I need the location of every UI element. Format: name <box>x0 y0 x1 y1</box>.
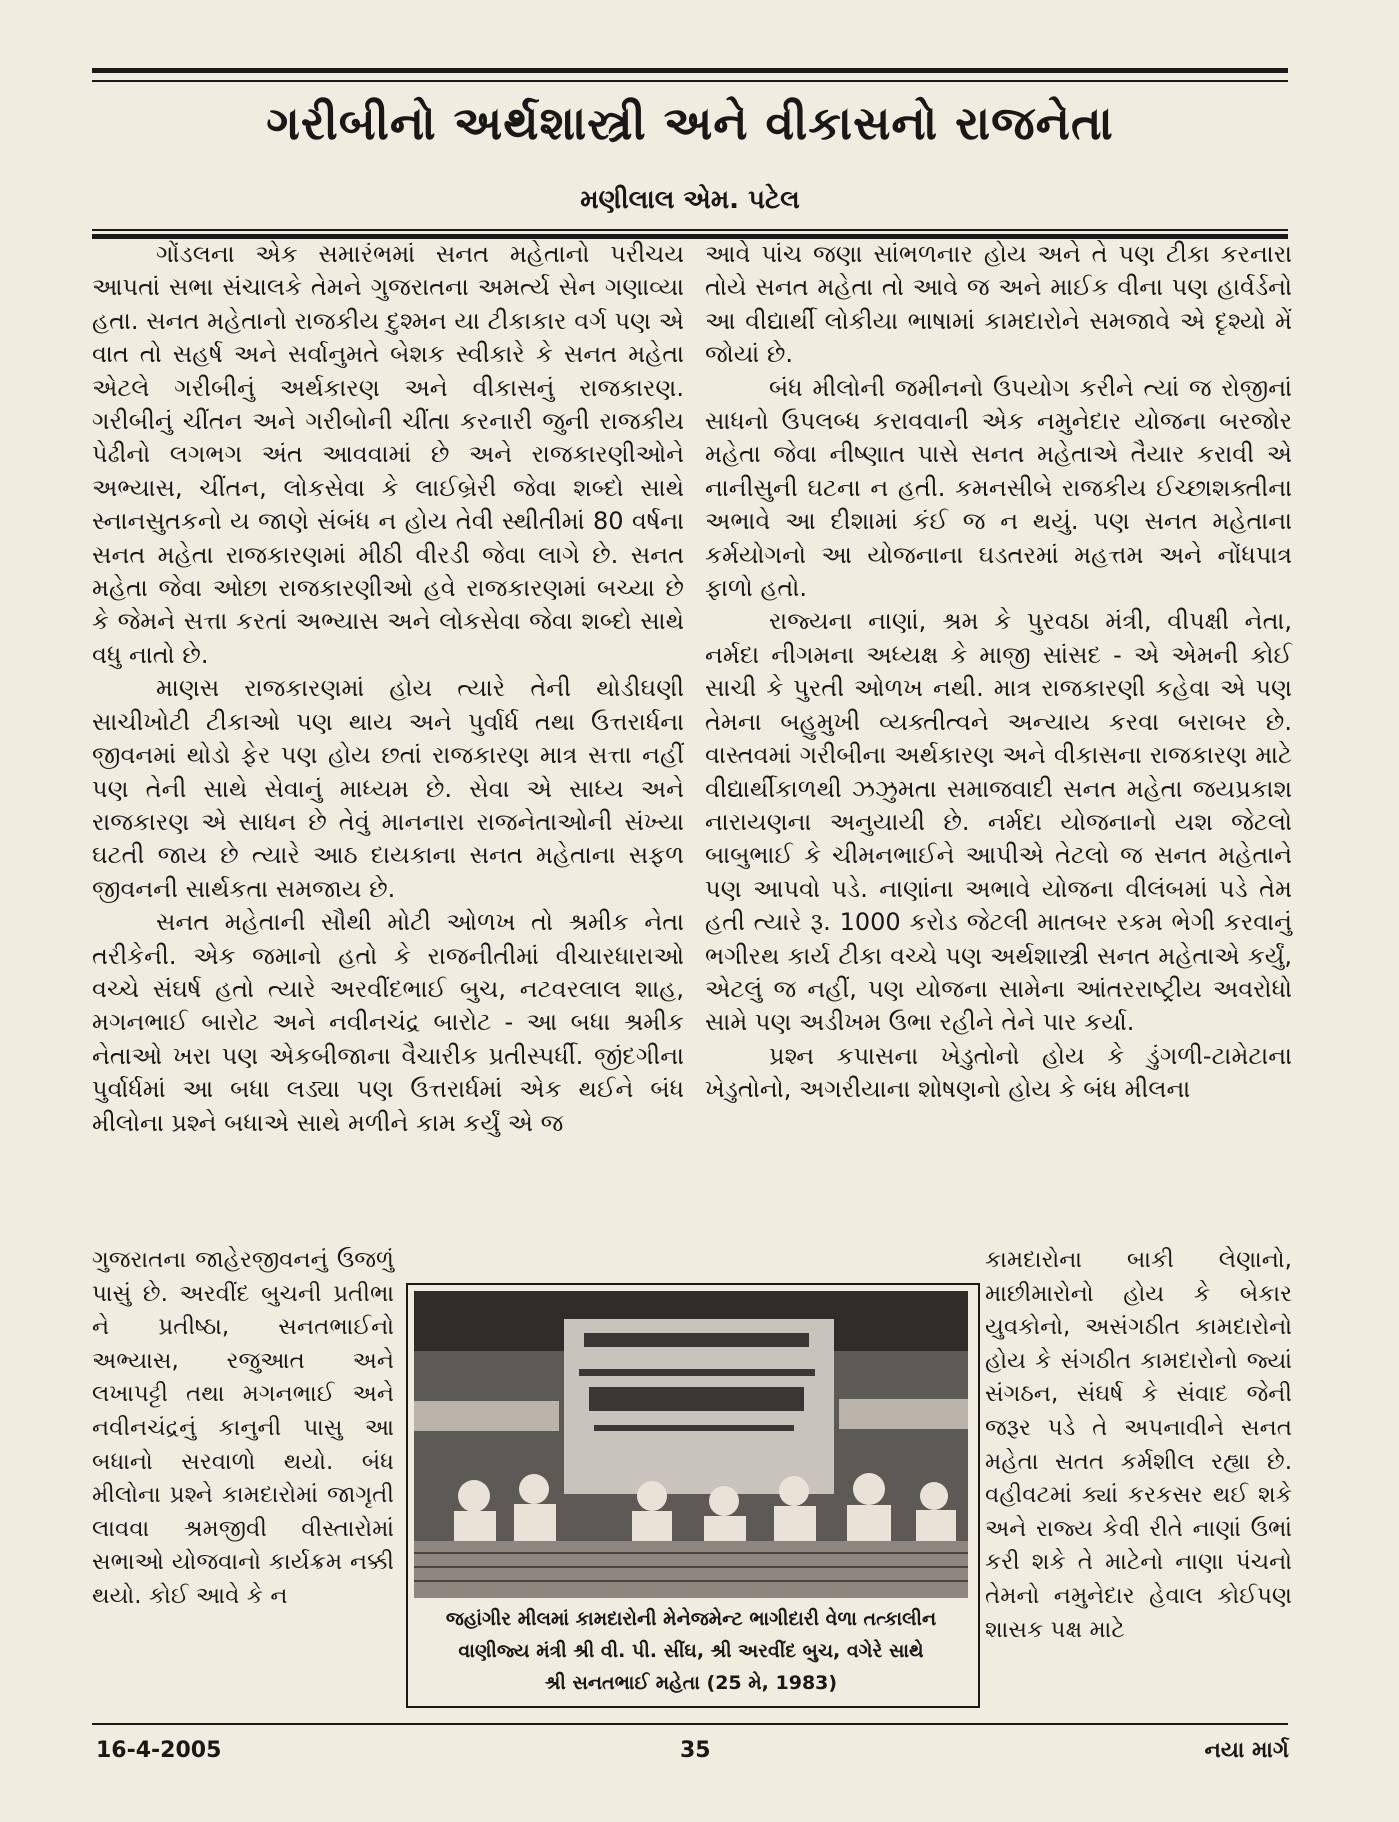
paragraph: માણસ રાજકારણમાં હોય ત્યારે તેની થોડીઘણી સાચીખોટી ટીકાઓ પણ થાય અને પુર્વાર્ધ તથા ઉત્તરાર્ધના જીવનમાં થોડો ફેર પણ હોય છતાં રાજકારણ માત્ર સત્તા નહીં પણ તેની સાથે સેવાનું માધ્યમ છે. સેવા એ સાધ્ય અને રાજકારણ એ સાધન છે તેવું માનનારા રાજનેતાઓની સંખ્યા ઘટતી જાય છે ત્યારે આઠ દાયકાના સનત મહેતાના સફળ જીવનની સાર્થકતા સમજાય છે. <box>92 674 684 903</box>
event-photo-illustration <box>414 1291 968 1598</box>
caption-line: શ્રી સનતભાઈ મહેતા (25 મે, 1983) <box>544 1672 838 1694</box>
caption-line: વાણીજ્ય મંત્રી શ્રી વી. પી. સીંઘ, શ્રી અરવીંદ બુચ, વગેરે સાથે <box>458 1640 924 1662</box>
publication-name: નયા માર્ગ <box>1204 1738 1289 1763</box>
paragraph: બંધ મીલોની જમીનનો ઉપયોગ કરીને ત્યાં જ રોજીનાં સાધનો ઉપલબ્ધ કરાવવાની એક નમુનેદાર યોજના બરજોર મહેતા જેવા નીષ્ણાત પાસે સનત મહેતાએ તૈયાર કરાવી એ નાનીસુની ઘટના ન હતી. કમનસીબે રાજકીય ઈચ્છાશક્તીના અભાવે આ દીશામાં કંઈ જ ન થયું. પણ સનત મહેતાના કર્મયોગનો આ યોજનાના ઘડતરમાં મહત્તમ અને નોંધપાત્ર ફાળો હતો. <box>705 373 1292 603</box>
footer-rule <box>92 1723 1288 1725</box>
left-column <box>92 238 684 1140</box>
header-rule-thin <box>92 229 1288 231</box>
paragraph: પ્રશ્ન કપાસના ખેડુતોનો હોય કે ડુંગળી-ટામેટાના ખેડુતોનો, અગરીયાના શોષણનો હોય કે બંધ મીલના <box>705 1041 1292 1104</box>
caption-line: જહાંગીર મીલમાં કામદારોની મેનેજમેન્ટ ભાગીદારી વેળા તત્કાલીન <box>445 1608 937 1630</box>
article-byline: મણીલાલ એમ. પટેલ <box>580 185 800 215</box>
photo-caption <box>414 1603 968 1699</box>
paragraph: આવે પાંચ જણા સાંભળનાર હોય અને તે પણ ટીકા કરનારા તોયે સનત મહેતા તો આવે જ અને માઈક વીના પણ હાર્વર્ડનો આ વીદ્યાર્થી લોકીયા ભાષામાં કામદારોને સમજાવે એ દૃશ્યો મેં જોયાં છે. <box>705 240 1292 369</box>
article-title: ગરીબીનો અર્થશાસ્ત્રી અને વીકાસનો રાજનેતા <box>266 96 1114 150</box>
top-rule <box>92 68 1288 73</box>
event-photo <box>414 1291 968 1598</box>
right-wrap-text <box>985 1244 1292 1647</box>
paragraph: કામદારોના બાકી લેણાનો, માછીમારોનો હોય કે બેકાર યુવકોનો, અસંગઠીત કામદારોનો હોય કે સંગઠીત કામદારોનો જ્યાં સંગઠન, સંઘર્ષ કે સંવાદ જેની જરૂર પડે તે અપનાવીને સનત મહેતા સતત કર્મશીલ રહ્યા છે. વહીવટમાં ક્યાં કરકસર થઈ શકે અને રાજ્ય કેવી રીતે નાણાં ઉભાં કરી શકે તે માટેનો નાણા પંચનો તેમનો નમુનેદાર હેવાલ કોઈપણ શાસક પક્ષ માટે <box>985 1247 1292 1643</box>
right-column <box>705 238 1292 1107</box>
left-wrap-text <box>92 1244 394 1614</box>
paragraph: સનત મહેતાની સૌથી મોટી ઓળખ તો શ્રમીક નેતા તરીકેની. એક જમાનો હતો કે રાજનીતીમાં વીચારધારાઓ વચ્ચે સંઘર્ષ હતો ત્યારે અરવીંદભાઈ બુચ, નટવરલાલ શાહ, મગનભાઈ બારોટ અને નવીનચંદ્ર બારોટ - આ બધા શ્રમીક નેતાઓ ખરા પણ એકબીજાના વૈચારીક પ્રતીસ્પર્ધી. જીંદગીના પુર્વાર્ધમાં આ બધા લડ્યા પણ ઉત્તરાર્ધમાં એક થઈને બંધ મીલોના પ્રશ્ને બધાએ સાથે મળીને કામ કર્યું એ જ <box>92 908 684 1137</box>
paragraph: ગુજરાતના જાહેરજીવનનું ઉજળું પાસું છે. અરવીંદ બુચની પ્રતીભા ને પ્રતીષ્ઠા, સનતભાઈનો અભ્યાસ, રજુઆત અને લખાપટ્ટી તથા મગનભાઈ અને નવીનચંદ્રનું કાનુની પાસુ આ બધાનો સરવાળો થયો. બંધ મીલોના પ્રશ્ને કામદારોમાં જાગૃતી લાવવા શ્રમજીવી વીસ્તારોમાં સભાઓ યોજવાનો કાર્યક્રમ નક્કી થયો. કોઈ આવે કે ન <box>92 1247 394 1609</box>
photo-figure <box>406 1283 980 1708</box>
issue-date: 16-4-2005 <box>96 1738 222 1763</box>
paragraph: રાજ્યના નાણાં, શ્રમ કે પુરવઠા મંત્રી, વીપક્ષી નેતા, નર્મદા નીગમના અધ્યક્ષ કે માજી સાંસદ - એ એમની કોઈ સાચી કે પુરતી ઓળખ નથી. માત્ર રાજકારણી કહેવા એ પણ તેમના બહુમુખી વ્યક્તીત્વને અન્યાય કરવા બરાબર છે. વાસ્તવમાં ગરીબીના અર્થકારણ અને વીકાસના રાજકારણ માટે વીદ્યાર્થીકાળથી ઝઝુમતા સમાજવાદી સનત મહેતા જયપ્રકાશ નારાયણના અનુયાયી છે. નર્મદા યોજનાનો યશ જેટલો બાબુભાઈ કે ચીમનભાઈને આપીએ તેટલો જ સનત મહેતાને પણ આપવો પડે. નાણાંના અભાવે યોજના વીલંબમાં પડે તેમ હતી ત્યારે રૂ. 1000 કરોડ જેટલી માતબર રકમ ભેગી કરવાનું ભગીરથ કાર્ય ટીકા વચ્ચે પણ અર્થશાસ્ત્રી સનત મહેતાએ કર્યું, એટલું જ નહીં, પણ યોજના સામેના આંતરરાષ્ટ્રીય અવરોધો સામે પણ અડીખમ ઉભા રહીને તેને પાર કર્યા. <box>705 607 1292 1037</box>
paragraph: ગોંડલના એક સમારંભમાં સનત મહેતાનો પરીચય આપતાં સભા સંચાલકે તેમને ગુજરાતના અમર્ત્ય સેન ગણાવ્યા હતા. સનત મહેતાનો રાજકીય દુશ્મન યા ટીકાકાર વર્ગ પણ એ વાત તો સહર્ષ અને સર્વાનુમતે બેશક સ્વીકારે કે સનત મહેતા એટલે ગરીબીનું અર્થકારણ અને વીકાસનું રાજકારણ. ગરીબીનું ચીંતન અને ગરીબોની ચીંતા કરનારી જુની રાજકીય પેઢીનો લગભગ અંત આવવામાં છે અને રાજકારણીઓને અભ્યાસ, ચીંતન, લોકસેવા કે લાઈબ્રેરી જેવા શબ્દો સાથે સ્નાનસુતકનો ય જાણે સંબંધ ન હોય તેવી સ્થીતીમાં 80 વર્ષના સનત મહેતા રાજકારણમાં મીઠી વીરડી જેવા લાગે છે. સનત મહેતા જેવા ઓછા રાજકારણીઓ હવે રાજકારણમાં બચ્યા છે કે જેમને સત્તા કરતાં અભ્યાસ અને લોકસેવા જેવા શબ્દો સાથે વધુ નાતો છે. <box>92 240 684 669</box>
page-number: 35 <box>680 1738 711 1763</box>
top-rule-thin <box>92 80 1288 82</box>
